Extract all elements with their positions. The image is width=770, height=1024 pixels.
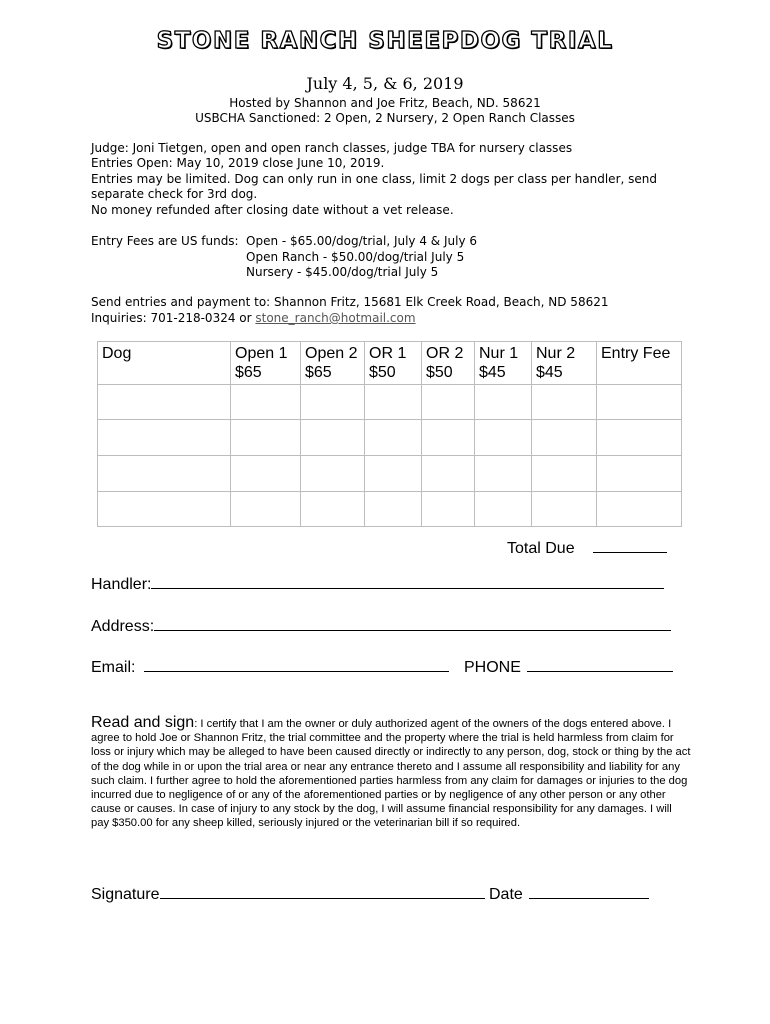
cell-nur-2[interactable] [532,420,597,456]
email-field[interactable] [144,657,449,672]
email-row [91,657,449,677]
inquiries-text: Inquiries: 701-218-0324 or [91,311,256,325]
handler-label: Handler: [91,576,152,593]
phone-field[interactable] [527,657,673,672]
date-field[interactable] [529,884,649,899]
phone-label: PHONE [464,659,521,676]
cell-nur-2[interactable] [532,456,597,492]
cell-open-2[interactable] [301,385,365,420]
limit-line-1: Entries may be limited. Dog can only run in one class, limit 2 dogs per class per handler, send [91,172,657,186]
judge-line: Judge: Joni Tietgen, open and open ranch classes, judge TBA for nursery classes [91,141,573,155]
signature-row [91,884,485,904]
cell-nur-2[interactable] [532,492,597,527]
cell-dog[interactable] [98,492,231,527]
refund-line: No money refunded after closing date without a vet release. [91,203,454,217]
cell-entry-fee[interactable] [597,492,682,527]
col-nur-2: Nur 2 $45 [532,342,597,385]
email-link[interactable]: stone_ranch@hotmail.com [255,311,416,325]
cell-or-1[interactable] [365,420,422,456]
cell-or-1[interactable] [365,456,422,492]
cell-open-2[interactable] [301,420,365,456]
entries-open-line: Entries Open: May 10, 2019 close June 10, 2019. [91,156,385,170]
cell-open-1[interactable] [231,385,301,420]
send-entries-line: Send entries and payment to: Shannon Fritz, 15681 Elk Creek Road, Beach, ND 58621 [91,295,609,309]
address-row [91,616,671,636]
col-open-2: Open 2 $65 [301,342,365,385]
date-label: Date [489,886,523,903]
cell-entry-fee[interactable] [597,385,682,420]
table-header-row [98,342,682,385]
cell-or-2[interactable] [422,456,475,492]
cell-or-2[interactable] [422,420,475,456]
table-row [98,420,682,456]
col-or-1: OR 1 $50 [365,342,422,385]
total-due-field[interactable] [593,538,667,553]
col-dog: Dog [98,342,231,385]
col-nur-1: Nur 1 $45 [475,342,532,385]
address-field[interactable] [154,616,671,631]
read-and-sign-heading: Read and sign [91,714,195,731]
table-row [98,492,682,527]
cell-nur-2[interactable] [532,385,597,420]
cell-open-1[interactable] [231,456,301,492]
cell-open-2[interactable] [301,456,365,492]
cell-dog[interactable] [98,456,231,492]
cell-nur-1[interactable] [475,385,532,420]
table-row [98,385,682,420]
fee-open: Open - $65.00/dog/trial, July 4 & July 6 [246,234,477,248]
date-row [489,884,649,904]
host-line: Hosted by Shannon and Joe Fritz, Beach, ND. 58621 [229,96,541,110]
cell-nur-1[interactable] [475,456,532,492]
address-label: Address: [91,618,155,635]
phone-row [464,657,673,677]
limit-line-2: separate check for 3rd dog. [91,187,258,201]
release-body: I certify that I am the owner or duly authorized agent of the owners of the dogs entered above. I agree to hold Joe or Shannon Fritz, the trial committee and the property where the trial is held harmless from claim for loss or injury which may be alleged to have been caused directly or indirectly to any person, dog, stock or thing by the act of the dog while in or upon the trial area or near any entrance thereto and I assume all responsibility and liability for any such claim. I further agree to hold the aforementioned parties harmless from any claim for damages or injuries to the dog incurred due to negligence of or any of the aforementioned parties or by negligence of any other person or any other cause or causes. In case of injury to any stock by the dog, I will assume financial responsibility for any damages. I will pay $350.00 for any sheep killed, seriously injured or the veterinarian bill if so required. [91,718,691,830]
cell-open-2[interactable] [301,492,365,527]
cell-dog[interactable] [98,385,231,420]
handler-row [91,574,664,594]
email-label: Email: [91,659,136,676]
handler-field[interactable] [151,574,664,589]
cell-or-2[interactable] [422,492,475,527]
signature-field[interactable] [160,884,485,899]
cell-open-1[interactable] [231,420,301,456]
sanction-line: USBCHA Sanctioned: 2 Open, 2 Nursery, 2 Open Ranch Classes [195,111,575,125]
col-or-2: OR 2 $50 [422,342,475,385]
fees-label: Entry Fees are US funds: [91,234,239,248]
entry-table [97,341,682,527]
cell-entry-fee[interactable] [597,456,682,492]
release-text: Read and sign: I certify that I am the owner or duly authorized agent of the owners of the dogs entered above. I agree to hold Joe or Shannon Fritz, the trial committee and the property where the trial is held harmless from claim for loss or injury which may be alleged to have been caused directly or indirectly to any person, dog, stock or thing by the act of the dog while in or upon the trial area or near any entrance thereto and I assume all responsibility and liability for any such claim. I further agree to hold the aforementioned parties harmless from any claim for damages or injuries to the dog incurred due to negligence of or any of the aforementioned parties or by negligence of any other person or any other cause or causes. In case of injury to any stock by the dog, I will assume financial responsibility for any damages. I will pay $350.00 for any sheep killed, seriously injured or the veterinarian bill if so required. [91,714,691,830]
table-row [98,456,682,492]
fee-nursery: Nursery - $45.00/dog/trial July 5 [246,265,439,279]
signature-label: Signature [91,886,160,903]
cell-open-1[interactable] [231,492,301,527]
event-dates: July 4, 5, & 6, 2019 [306,74,464,93]
inquiries-line [91,311,416,327]
cell-entry-fee[interactable] [597,420,682,456]
cell-nur-1[interactable] [475,420,532,456]
cell-nur-1[interactable] [475,492,532,527]
fee-open-ranch: Open Ranch - $50.00/dog/trial July 5 [246,250,465,264]
cell-or-1[interactable] [365,492,422,527]
page-title: STONE RANCH SHEEPDOG TRIAL [156,28,614,54]
cell-or-2[interactable] [422,385,475,420]
total-due-row [507,538,667,558]
col-open-1: Open 1 $65 [231,342,301,385]
total-due-label: Total Due [507,540,575,557]
cell-dog[interactable] [98,420,231,456]
col-entry-fee: Entry Fee [597,342,682,385]
cell-or-1[interactable] [365,385,422,420]
